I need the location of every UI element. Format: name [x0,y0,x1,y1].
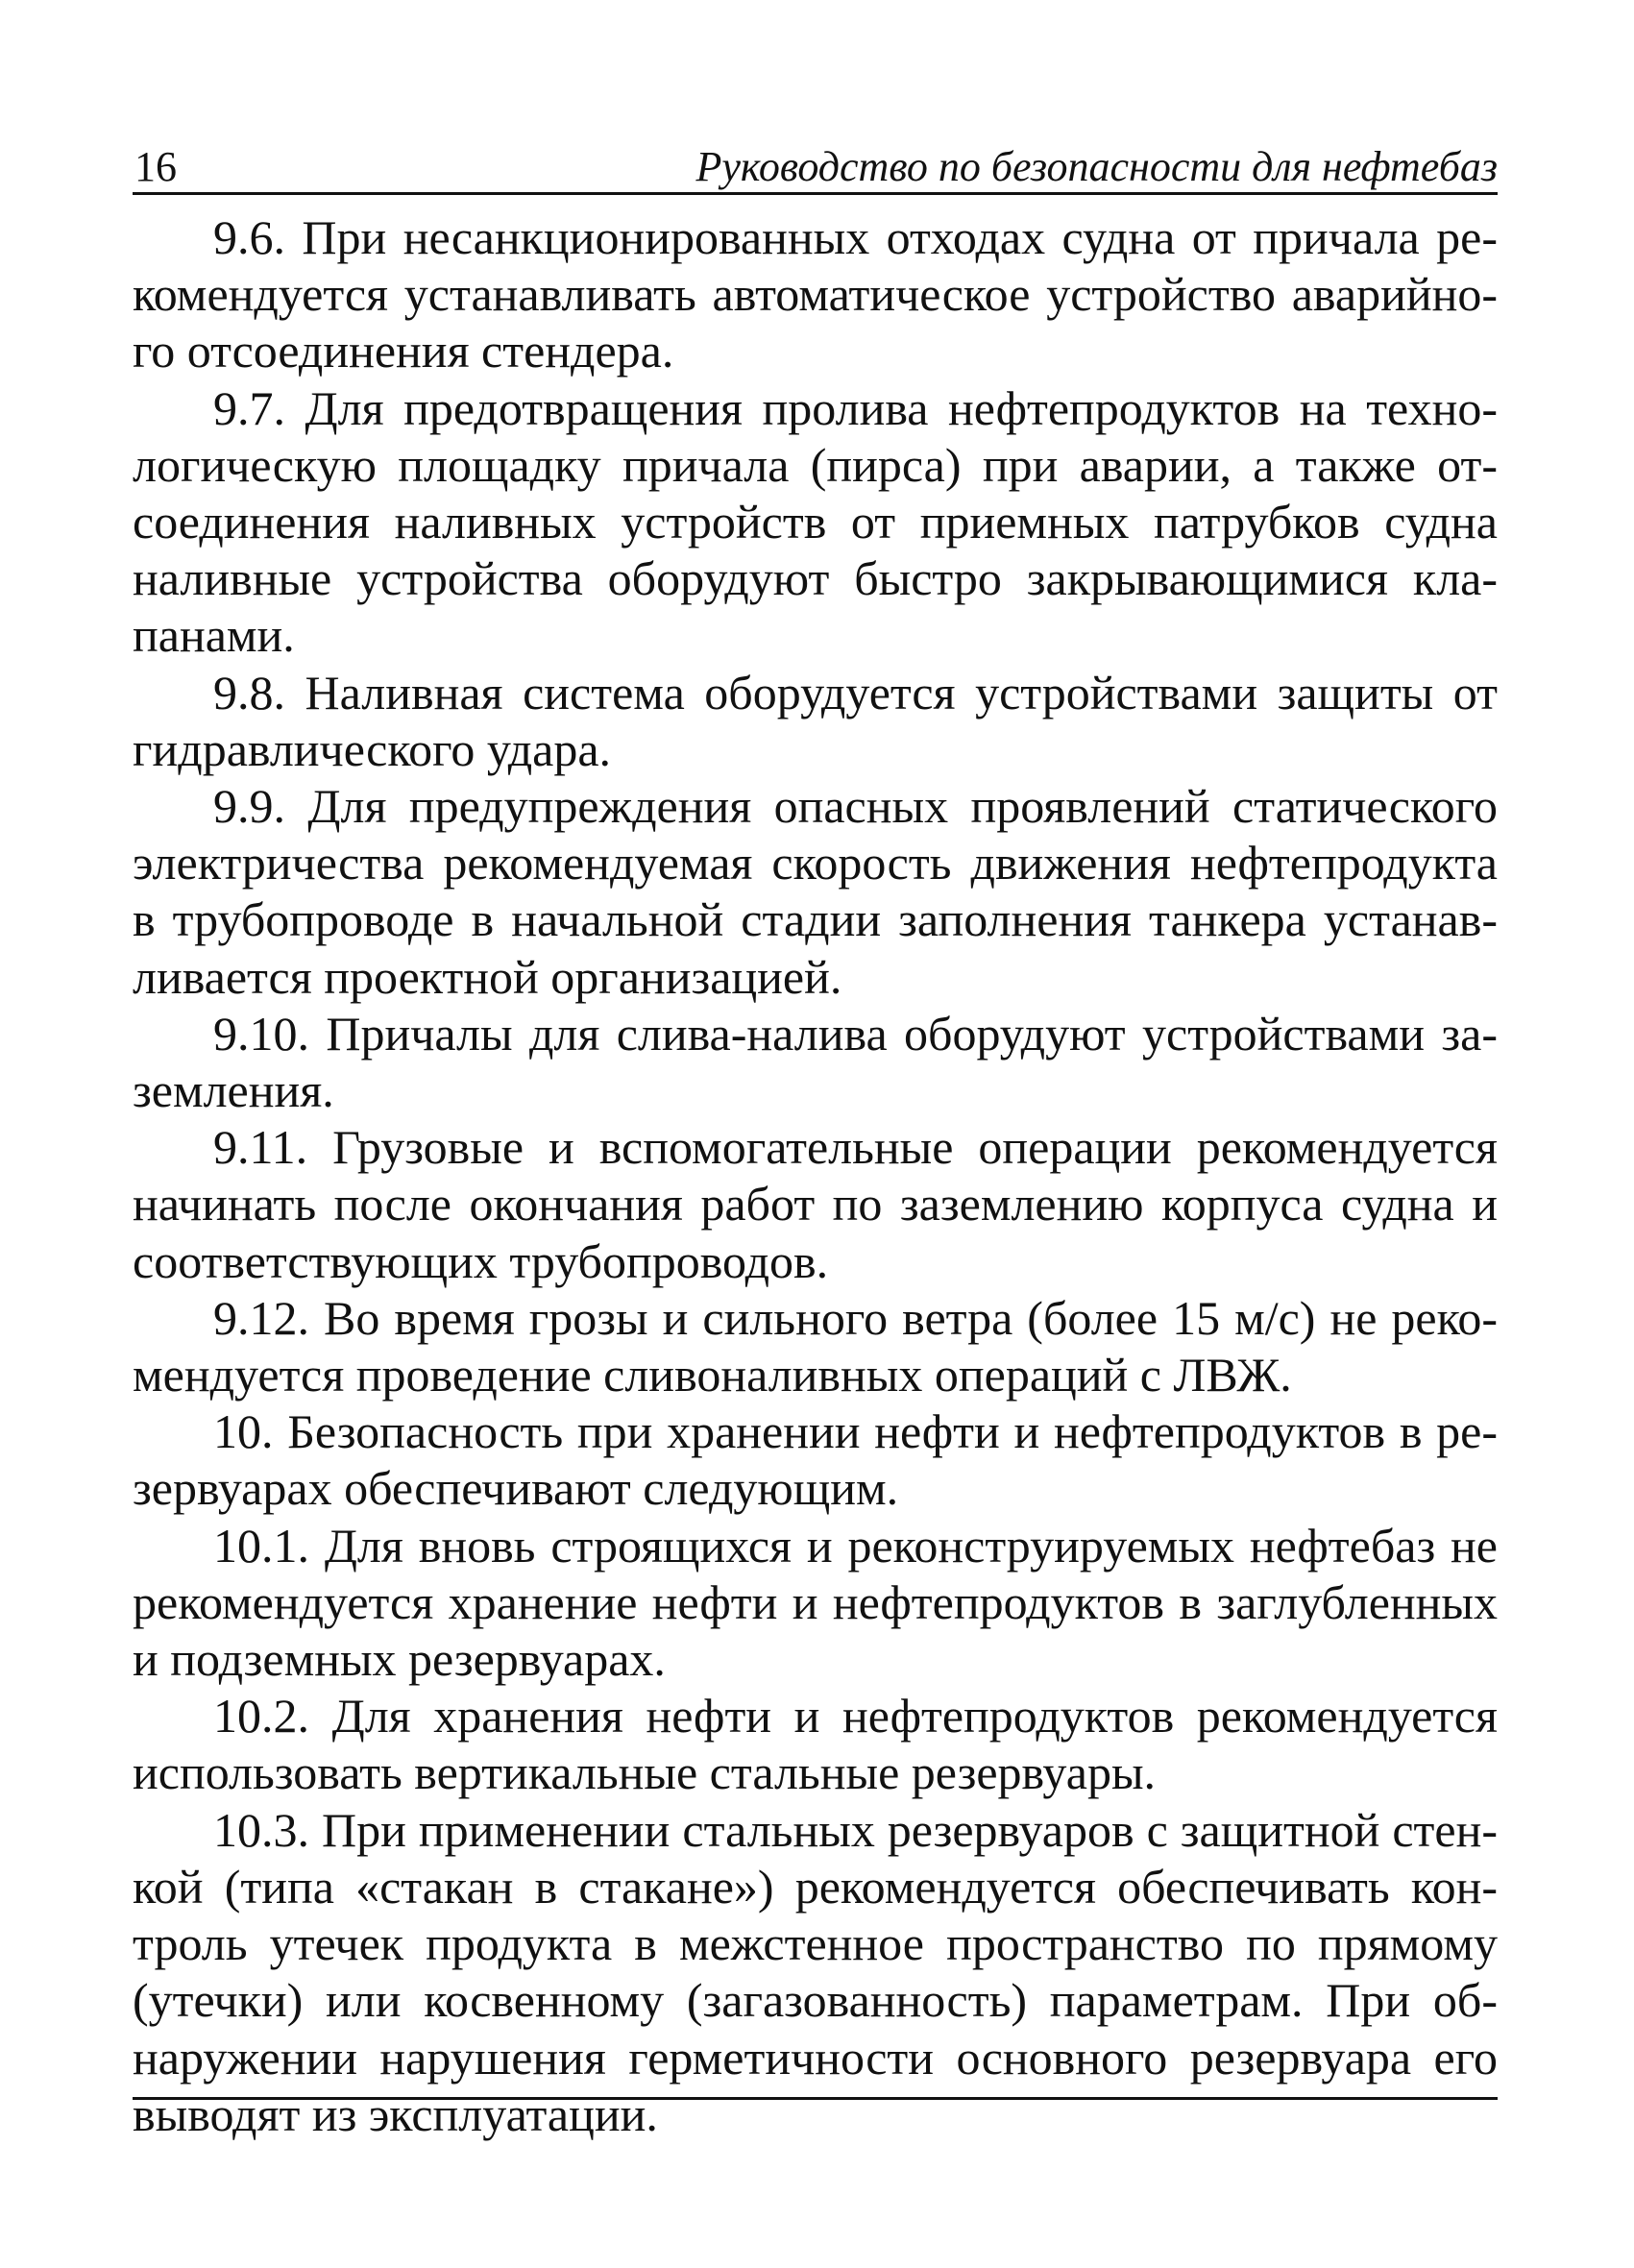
paragraph-9-8: 9.8. Наливная система оборудуется устройствами защиты от гидравлического удара. [133,665,1498,776]
paragraph-9-10: 9.10. Причалы для слива-налива оборудуют устройствами заземления. [133,1006,1498,1118]
paragraph-10-3: 10.3. При применении стальных резервуаров с защитной стенкой (типа «стакан в стакане») рекомендуется обеспечивать контроль утечек продукта в межстенное пространство по прямому (утечки) или косвенному (загазованность) параметрам. При обнаружении нарушения герметичности основного резервуара его выводят из эксплуатации. [133,1802,1498,2141]
body-text [133,209,1498,2143]
paragraph-9-6: 9.6. При несанкционированных отходах судна от причала рекомендуется устанавливать автоматическое устройство аварийного отсоединения стендера. [133,210,1498,378]
paragraph-10: 10. Безопасность при хранении нефти и нефтепродуктов в резервуарах обеспечивают следующим. [133,1404,1498,1516]
paragraph-10-1: 10.1. Для вновь строящихся и реконструируемых нефтебаз не рекомендуется хранение нефти и нефтепродуктов в заглубленных и подземных резервуарах. [133,1518,1498,1687]
page-number: 16 [134,143,177,190]
footer-rule [133,2097,1498,2100]
paragraph-10-2: 10.2. Для хранения нефти и нефтепродуктов рекомендуется использовать вертикальные стальные резервуары. [133,1689,1498,1800]
paragraph-9-11: 9.11. Грузовые и вспомогательные операции рекомендуется начинать после окончания работ по заземлению корпуса судна и соответствующих трубопроводов. [133,1120,1498,1288]
page-header [133,136,1498,195]
running-title: Руководство по безопасности для нефтебаз [695,143,1498,190]
paragraph-9-7: 9.7. Для предотвращения пролива нефтепродуктов на технологическую площадку причала (пирса) при аварии, а также отсоединения наливных устройств от приемных патрубков судна наливные устройства оборудуют быстро закрывающимися клапанами. [133,380,1498,663]
paragraph-9-12: 9.12. Во время грозы и сильного ветра (более 15 м/с) не рекомендуется проведение сливоналивных операций с ЛВЖ. [133,1290,1498,1402]
paragraph-9-9: 9.9. Для предупреждения опасных проявлений статического электричества рекомендуемая скорость движения нефтепродукта в трубопроводе в начальной стадии заполнения танкера устанавливается проектной организацией. [133,779,1498,1004]
